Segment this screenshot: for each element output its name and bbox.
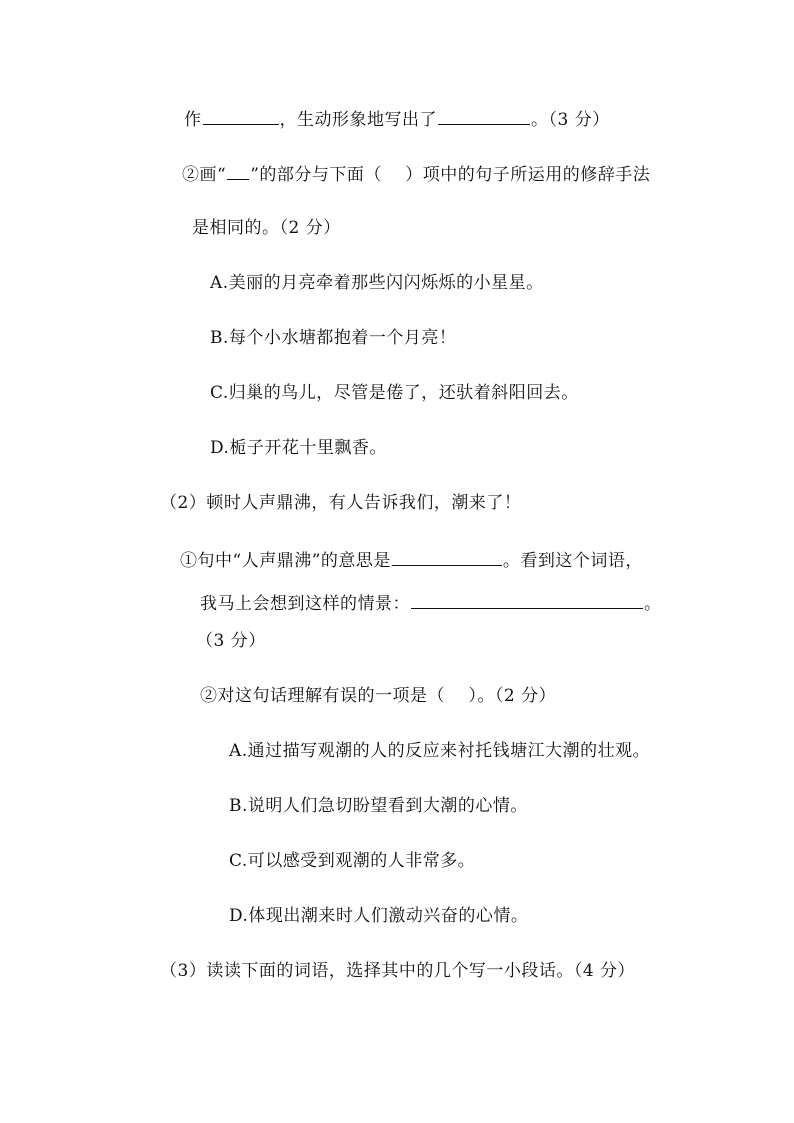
q2-sub1-suffix: 。看到这个词语， [502, 551, 643, 571]
q1-option-c[interactable]: C.归巢的鸟儿，尽管是倦了，还驮着斜阳回去。 [210, 383, 579, 403]
q1-line-middle: ，生动形象地写出了 [279, 110, 437, 130]
q1-option-b[interactable]: B.每个小水塘都抱着一个月亮！ [210, 328, 457, 348]
q1-line-suffix: 。（3 分） [531, 110, 610, 130]
q2-sub1-score: （3 分） [196, 631, 266, 651]
answer-blank-3[interactable] [392, 548, 502, 566]
q1-sub2-continuation [192, 217, 341, 239]
underline-marker [227, 162, 249, 180]
answer-blank-1[interactable] [203, 107, 279, 125]
q1-answer-line [184, 107, 610, 131]
q2-sub1-cont-prefix: 我马上会想到这样的情景： [200, 594, 410, 614]
q1-sub2-cont: 是相同的。（2 分） [192, 218, 341, 238]
q2-sub1-question [180, 548, 643, 572]
q1-sub2-question [182, 162, 650, 186]
q2-sub1-prefix: ①句中“人声鼎沸”的意思是 [180, 551, 391, 571]
q2-sub2-question: ②对这句话理解有误的一项是（ ）。（2 分） [200, 686, 557, 706]
q2-option-a[interactable]: A.通过描写观潮的人的反应来衬托钱塘江大潮的壮观。 [229, 741, 651, 761]
q3-heading: （3）读读下面的词语，选择其中的几个写一小段话。（4 分） [160, 961, 636, 981]
q2-sub1-continuation [200, 591, 662, 615]
q1-line-prefix: 作 [184, 110, 202, 130]
q1-sub2-middle: ”的部分与下面（ ）项中的句子所运用的修辞手法 [250, 165, 651, 185]
q2-sub1-cont-suffix: 。 [644, 594, 662, 614]
q2-heading: （2）顿时人声鼎沸，有人告诉我们，潮来了！ [160, 493, 522, 513]
q1-option-d[interactable]: D.栀子开花十里飘香。 [210, 438, 387, 458]
q2-option-c[interactable]: C.可以感受到观潮的人非常多。 [229, 851, 476, 871]
q1-option-a[interactable]: A.美丽的月亮牵着那些闪闪烁烁的小星星。 [210, 273, 544, 293]
q2-option-b[interactable]: B.说明人们急切盼望看到大潮的心情。 [229, 796, 528, 816]
q2-option-d[interactable]: D.体现出潮来时人们激动兴奋的心情。 [229, 906, 529, 926]
answer-blank-4[interactable] [411, 591, 643, 609]
q1-sub2-prefix: ②画“ [182, 165, 227, 185]
answer-blank-2[interactable] [438, 107, 530, 125]
